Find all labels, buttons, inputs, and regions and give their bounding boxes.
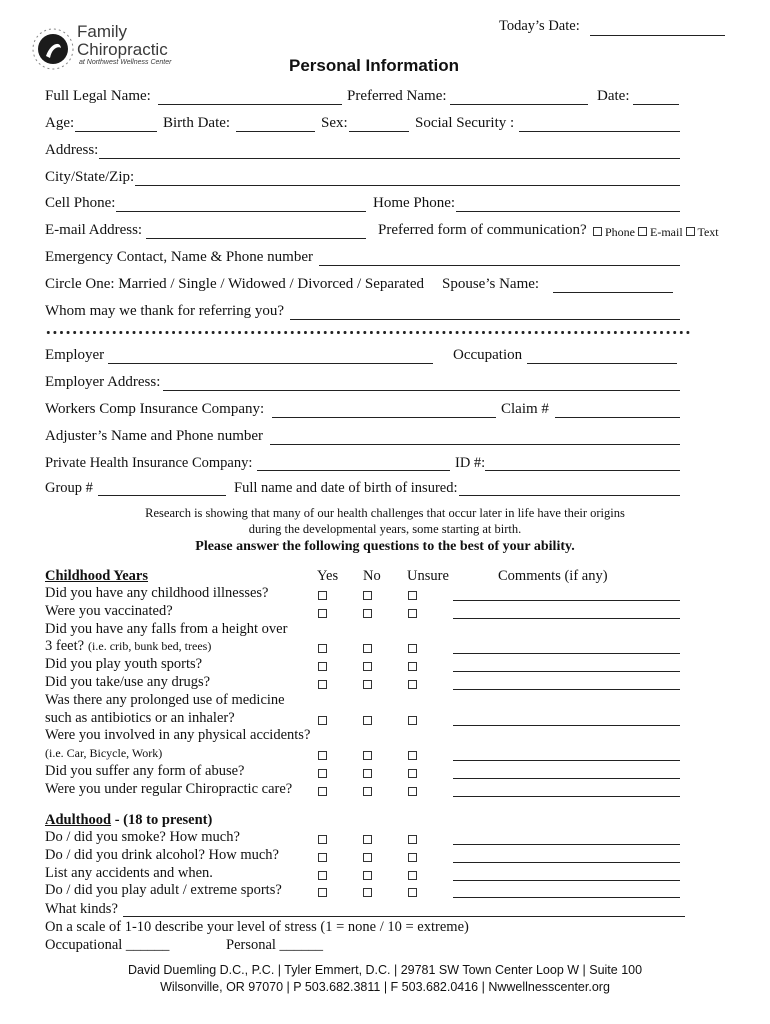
referral-field[interactable] bbox=[290, 319, 680, 320]
childhood-q12-comment-field[interactable] bbox=[453, 796, 680, 797]
employer-field[interactable] bbox=[108, 363, 433, 364]
dotted-divider bbox=[45, 330, 690, 335]
question-text: List any accidents and when. bbox=[45, 864, 213, 881]
instruction: Please answer the following questions to the best of your ability. bbox=[195, 539, 575, 554]
intro-text bbox=[0, 505, 770, 537]
comm-text-checkbox[interactable] bbox=[686, 227, 695, 236]
childhood-q8-unsure-checkbox[interactable] bbox=[408, 716, 417, 725]
comm-email-checkbox[interactable] bbox=[638, 227, 647, 236]
address-label: Address: bbox=[45, 142, 99, 158]
group-field[interactable] bbox=[98, 495, 226, 496]
childhood-heading bbox=[45, 568, 148, 585]
childhood-q2-yes-checkbox[interactable] bbox=[318, 609, 327, 618]
adulthood-q2-comment-field[interactable] bbox=[453, 862, 680, 863]
birth-date-label: Birth Date: bbox=[163, 115, 231, 131]
adulthood-q4-comment-field[interactable] bbox=[453, 897, 680, 898]
occupational-stress-label: Occupational ______ bbox=[45, 937, 170, 953]
question-text: Do / did you drink alcohol? How much? bbox=[45, 846, 279, 863]
childhood-q6-comment-field[interactable] bbox=[453, 689, 680, 690]
email-field[interactable] bbox=[146, 238, 366, 239]
social-security-label: Social Security : bbox=[415, 115, 515, 131]
childhood-q2-comment-field[interactable] bbox=[453, 618, 680, 619]
childhood-q10-no-checkbox[interactable] bbox=[363, 751, 372, 760]
adulthood-q1-no-checkbox[interactable] bbox=[363, 835, 372, 844]
stress-scale-label: On a scale of 1-10 describe your level of stress (1 = none / 10 = extreme) bbox=[45, 919, 469, 935]
childhood-question-7 bbox=[45, 692, 285, 709]
adulthood-q3-yes-checkbox[interactable] bbox=[318, 871, 327, 880]
question-note: (i.e. crib, bunk bed, trees) bbox=[88, 639, 212, 654]
claim-field[interactable] bbox=[555, 417, 680, 418]
adulthood-q3-unsure-checkbox[interactable] bbox=[408, 871, 417, 880]
address-field[interactable] bbox=[99, 158, 680, 159]
col-comments: Comments (if any) bbox=[498, 568, 608, 584]
childhood-q12-yes-checkbox[interactable] bbox=[318, 787, 327, 796]
question-text: Did you have any childhood illnesses? bbox=[45, 585, 269, 601]
footer-line-1: David Duemling D.C., P.C. | Tyler Emmert, D.C. | 29781 SW Town Center Loop W | Suite 100 bbox=[127, 963, 643, 977]
adulthood-q2-unsure-checkbox[interactable] bbox=[408, 853, 417, 862]
question-text: Did you take/use any drugs? bbox=[45, 674, 211, 690]
comm-phone-checkbox[interactable] bbox=[593, 227, 602, 236]
adulthood-question-1 bbox=[45, 829, 240, 846]
col-no: No bbox=[363, 568, 381, 584]
childhood-q5-comment-field[interactable] bbox=[453, 671, 680, 672]
adulthood-q1-comment-field[interactable] bbox=[453, 844, 680, 845]
question-text: such as antibiotics or an inhaler? bbox=[45, 709, 235, 726]
sex-label: Sex: bbox=[321, 115, 348, 131]
childhood-q10-comment-field[interactable] bbox=[453, 760, 680, 761]
sex-field[interactable] bbox=[349, 131, 409, 132]
personal-stress-label: Personal ______ bbox=[226, 937, 324, 953]
private-insurance-field[interactable] bbox=[257, 470, 450, 471]
city-state-zip-label: City/State/Zip: bbox=[45, 169, 135, 185]
adulthood-heading-suffix: - (18 to present) bbox=[111, 812, 213, 828]
spouse-name-field[interactable] bbox=[553, 292, 673, 293]
childhood-q1-unsure-checkbox[interactable] bbox=[408, 591, 417, 600]
childhood-q8-comment-field[interactable] bbox=[453, 725, 680, 726]
childhood-question-9 bbox=[45, 727, 310, 744]
date-field[interactable] bbox=[633, 104, 679, 105]
col-yes: Yes bbox=[317, 568, 339, 584]
group-label: Group # bbox=[45, 480, 93, 496]
adulthood-q1-yes-checkbox[interactable] bbox=[318, 835, 327, 844]
question-text: Were you vaccinated? bbox=[45, 602, 173, 619]
workers-comp-field[interactable] bbox=[272, 417, 496, 418]
question-text: Were you involved in any physical accidents? bbox=[45, 727, 311, 744]
private-insurance-label: Private Health Insurance Company: bbox=[45, 455, 253, 471]
comm-options bbox=[593, 225, 719, 240]
todays-date-field[interactable] bbox=[590, 35, 725, 36]
childhood-question-12 bbox=[45, 781, 292, 798]
intro-line-1: Research is showing that many of our health challenges that occur later in life have their origins bbox=[145, 506, 625, 520]
intro-line-2: during the developmental years, some starting at birth. bbox=[248, 522, 522, 536]
childhood-question-3 bbox=[45, 621, 287, 638]
logo bbox=[30, 24, 180, 76]
adjuster-label: Adjuster’s Name and Phone number bbox=[45, 428, 264, 444]
logo-line2: Chiropractic bbox=[77, 40, 168, 59]
employer-address-label: Employer Address: bbox=[45, 374, 161, 390]
question-text: Did you play youth sports? bbox=[45, 656, 203, 673]
adulthood-q2-no-checkbox[interactable] bbox=[363, 853, 372, 862]
home-phone-label: Home Phone: bbox=[373, 195, 456, 211]
childhood-q1-no-checkbox[interactable] bbox=[363, 591, 372, 600]
childhood-q11-yes-checkbox[interactable] bbox=[318, 769, 327, 778]
adulthood-q2-yes-checkbox[interactable] bbox=[318, 853, 327, 862]
adulthood-q4-no-checkbox[interactable] bbox=[363, 888, 372, 897]
question-text: Was there any prolonged use of medicine bbox=[45, 691, 285, 708]
childhood-q4-comment-field[interactable] bbox=[453, 653, 680, 654]
occupation-field[interactable] bbox=[527, 363, 677, 364]
workers-comp-label: Workers Comp Insurance Company: bbox=[45, 401, 265, 417]
question-text: Do / did you smoke? How much? bbox=[45, 829, 240, 845]
claim-label: Claim # bbox=[501, 401, 549, 417]
childhood-q1-comment-field[interactable] bbox=[453, 600, 680, 601]
logo-line1: Family bbox=[77, 22, 128, 41]
childhood-q12-unsure-checkbox[interactable] bbox=[408, 787, 417, 796]
id-field[interactable] bbox=[485, 470, 680, 471]
childhood-question-1 bbox=[45, 585, 269, 602]
adulthood-q3-no-checkbox[interactable] bbox=[363, 871, 372, 880]
logo-mark-icon bbox=[30, 26, 76, 72]
question-text: Do / did you play adult / extreme sports? bbox=[45, 882, 282, 899]
comm-phone-label: Phone bbox=[605, 225, 635, 239]
email-label: E-mail Address: bbox=[45, 222, 143, 238]
what-kinds-field[interactable] bbox=[123, 916, 685, 917]
childhood-question-4 bbox=[45, 638, 211, 655]
childhood-question-2 bbox=[45, 603, 173, 620]
question-text: Did you have any falls from a height over bbox=[45, 620, 288, 637]
adjuster-field[interactable] bbox=[270, 444, 680, 445]
comm-email-label: E-mail bbox=[650, 225, 683, 239]
spouse-name-label: Spouse’s Name: bbox=[442, 276, 540, 292]
city-state-zip-field[interactable] bbox=[135, 185, 680, 186]
childhood-q5-no-checkbox[interactable] bbox=[363, 662, 372, 671]
footer-line-2: Wilsonville, OR 97070 | P 503.682.3811 | F 503.682.0416 | Nwwellnesscenter.org bbox=[160, 980, 610, 994]
referral-label: Whom may we thank for referring you? bbox=[45, 303, 285, 319]
id-label: ID #: bbox=[455, 455, 486, 471]
childhood-q12-no-checkbox[interactable] bbox=[363, 787, 372, 796]
adulthood-q4-unsure-checkbox[interactable] bbox=[408, 888, 417, 897]
childhood-q5-yes-checkbox[interactable] bbox=[318, 662, 327, 671]
childhood-heading-text: Childhood Years bbox=[45, 568, 149, 584]
emergency-contact-field[interactable] bbox=[319, 265, 680, 266]
col-unsure: Unsure bbox=[407, 568, 449, 584]
childhood-q4-yes-checkbox[interactable] bbox=[318, 644, 327, 653]
comm-text-label: Text bbox=[697, 225, 719, 239]
childhood-q11-comment-field[interactable] bbox=[453, 778, 680, 779]
childhood-q4-no-checkbox[interactable] bbox=[363, 644, 372, 653]
adulthood-q3-comment-field[interactable] bbox=[453, 880, 680, 881]
childhood-q6-unsure-checkbox[interactable] bbox=[408, 680, 417, 689]
adulthood-question-4 bbox=[45, 882, 282, 899]
page-title: Personal Information bbox=[289, 56, 460, 75]
what-kinds-label: What kinds? bbox=[45, 901, 118, 917]
date-label: Date: bbox=[597, 88, 630, 104]
insured-label: Full name and date of birth of insured: bbox=[234, 480, 458, 496]
full-legal-name-field[interactable] bbox=[158, 104, 342, 105]
childhood-question-8 bbox=[45, 710, 235, 727]
childhood-q10-unsure-checkbox[interactable] bbox=[408, 751, 417, 760]
adulthood-heading-text: Adulthood bbox=[45, 812, 112, 828]
cell-phone-label: Cell Phone: bbox=[45, 195, 116, 211]
marital-status-label: Circle One: Married / Single / Widowed / Divorced / Separated bbox=[45, 276, 425, 292]
preferred-comm-label: Preferred form of communication? bbox=[378, 222, 587, 238]
adulthood-question-2 bbox=[45, 847, 279, 864]
adulthood-question-3 bbox=[45, 865, 213, 882]
logo-tagline: at Northwest Wellness Center bbox=[79, 59, 172, 66]
childhood-q8-yes-checkbox[interactable] bbox=[318, 716, 327, 725]
question-text: Did you suffer any form of abuse? bbox=[45, 763, 245, 779]
childhood-q1-yes-checkbox[interactable] bbox=[318, 591, 327, 600]
insured-field[interactable] bbox=[459, 495, 680, 496]
childhood-question-5 bbox=[45, 656, 202, 673]
home-phone-field[interactable] bbox=[456, 211, 680, 212]
employer-address-field[interactable] bbox=[163, 390, 680, 391]
childhood-q6-no-checkbox[interactable] bbox=[363, 680, 372, 689]
question-note: (i.e. Car, Bicycle, Work) bbox=[45, 746, 163, 761]
employer-label: Employer bbox=[45, 347, 105, 363]
childhood-q4-unsure-checkbox[interactable] bbox=[408, 644, 417, 653]
childhood-q2-unsure-checkbox[interactable] bbox=[408, 609, 417, 618]
childhood-question-6 bbox=[45, 674, 210, 691]
childhood-q10-yes-checkbox[interactable] bbox=[318, 751, 327, 760]
childhood-question-10 bbox=[45, 745, 162, 762]
todays-date-label: Today’s Date: bbox=[499, 18, 580, 34]
social-security-field[interactable] bbox=[519, 131, 680, 132]
age-label: Age: bbox=[45, 115, 75, 131]
question-text: 3 feet? bbox=[45, 638, 85, 655]
birth-date-field[interactable] bbox=[236, 131, 315, 132]
childhood-question-11 bbox=[45, 763, 244, 780]
emergency-contact-label: Emergency Contact, Name & Phone number bbox=[45, 249, 313, 265]
childhood-q8-no-checkbox[interactable] bbox=[363, 716, 372, 725]
childhood-q11-unsure-checkbox[interactable] bbox=[408, 769, 417, 778]
question-text: Were you under regular Chiropractic care? bbox=[45, 780, 293, 797]
adulthood-q1-unsure-checkbox[interactable] bbox=[408, 835, 417, 844]
adulthood-q4-yes-checkbox[interactable] bbox=[318, 888, 327, 897]
childhood-q2-no-checkbox[interactable] bbox=[363, 609, 372, 618]
full-legal-name-label: Full Legal Name: bbox=[45, 88, 151, 104]
cell-phone-field[interactable] bbox=[116, 211, 366, 212]
preferred-name-field[interactable] bbox=[450, 104, 588, 105]
adulthood-heading bbox=[45, 812, 212, 829]
occupation-label: Occupation bbox=[453, 347, 523, 363]
childhood-q5-unsure-checkbox[interactable] bbox=[408, 662, 417, 671]
childhood-q11-no-checkbox[interactable] bbox=[363, 769, 372, 778]
preferred-name-label: Preferred Name: bbox=[347, 88, 447, 104]
childhood-q6-yes-checkbox[interactable] bbox=[318, 680, 327, 689]
age-field[interactable] bbox=[75, 131, 157, 132]
